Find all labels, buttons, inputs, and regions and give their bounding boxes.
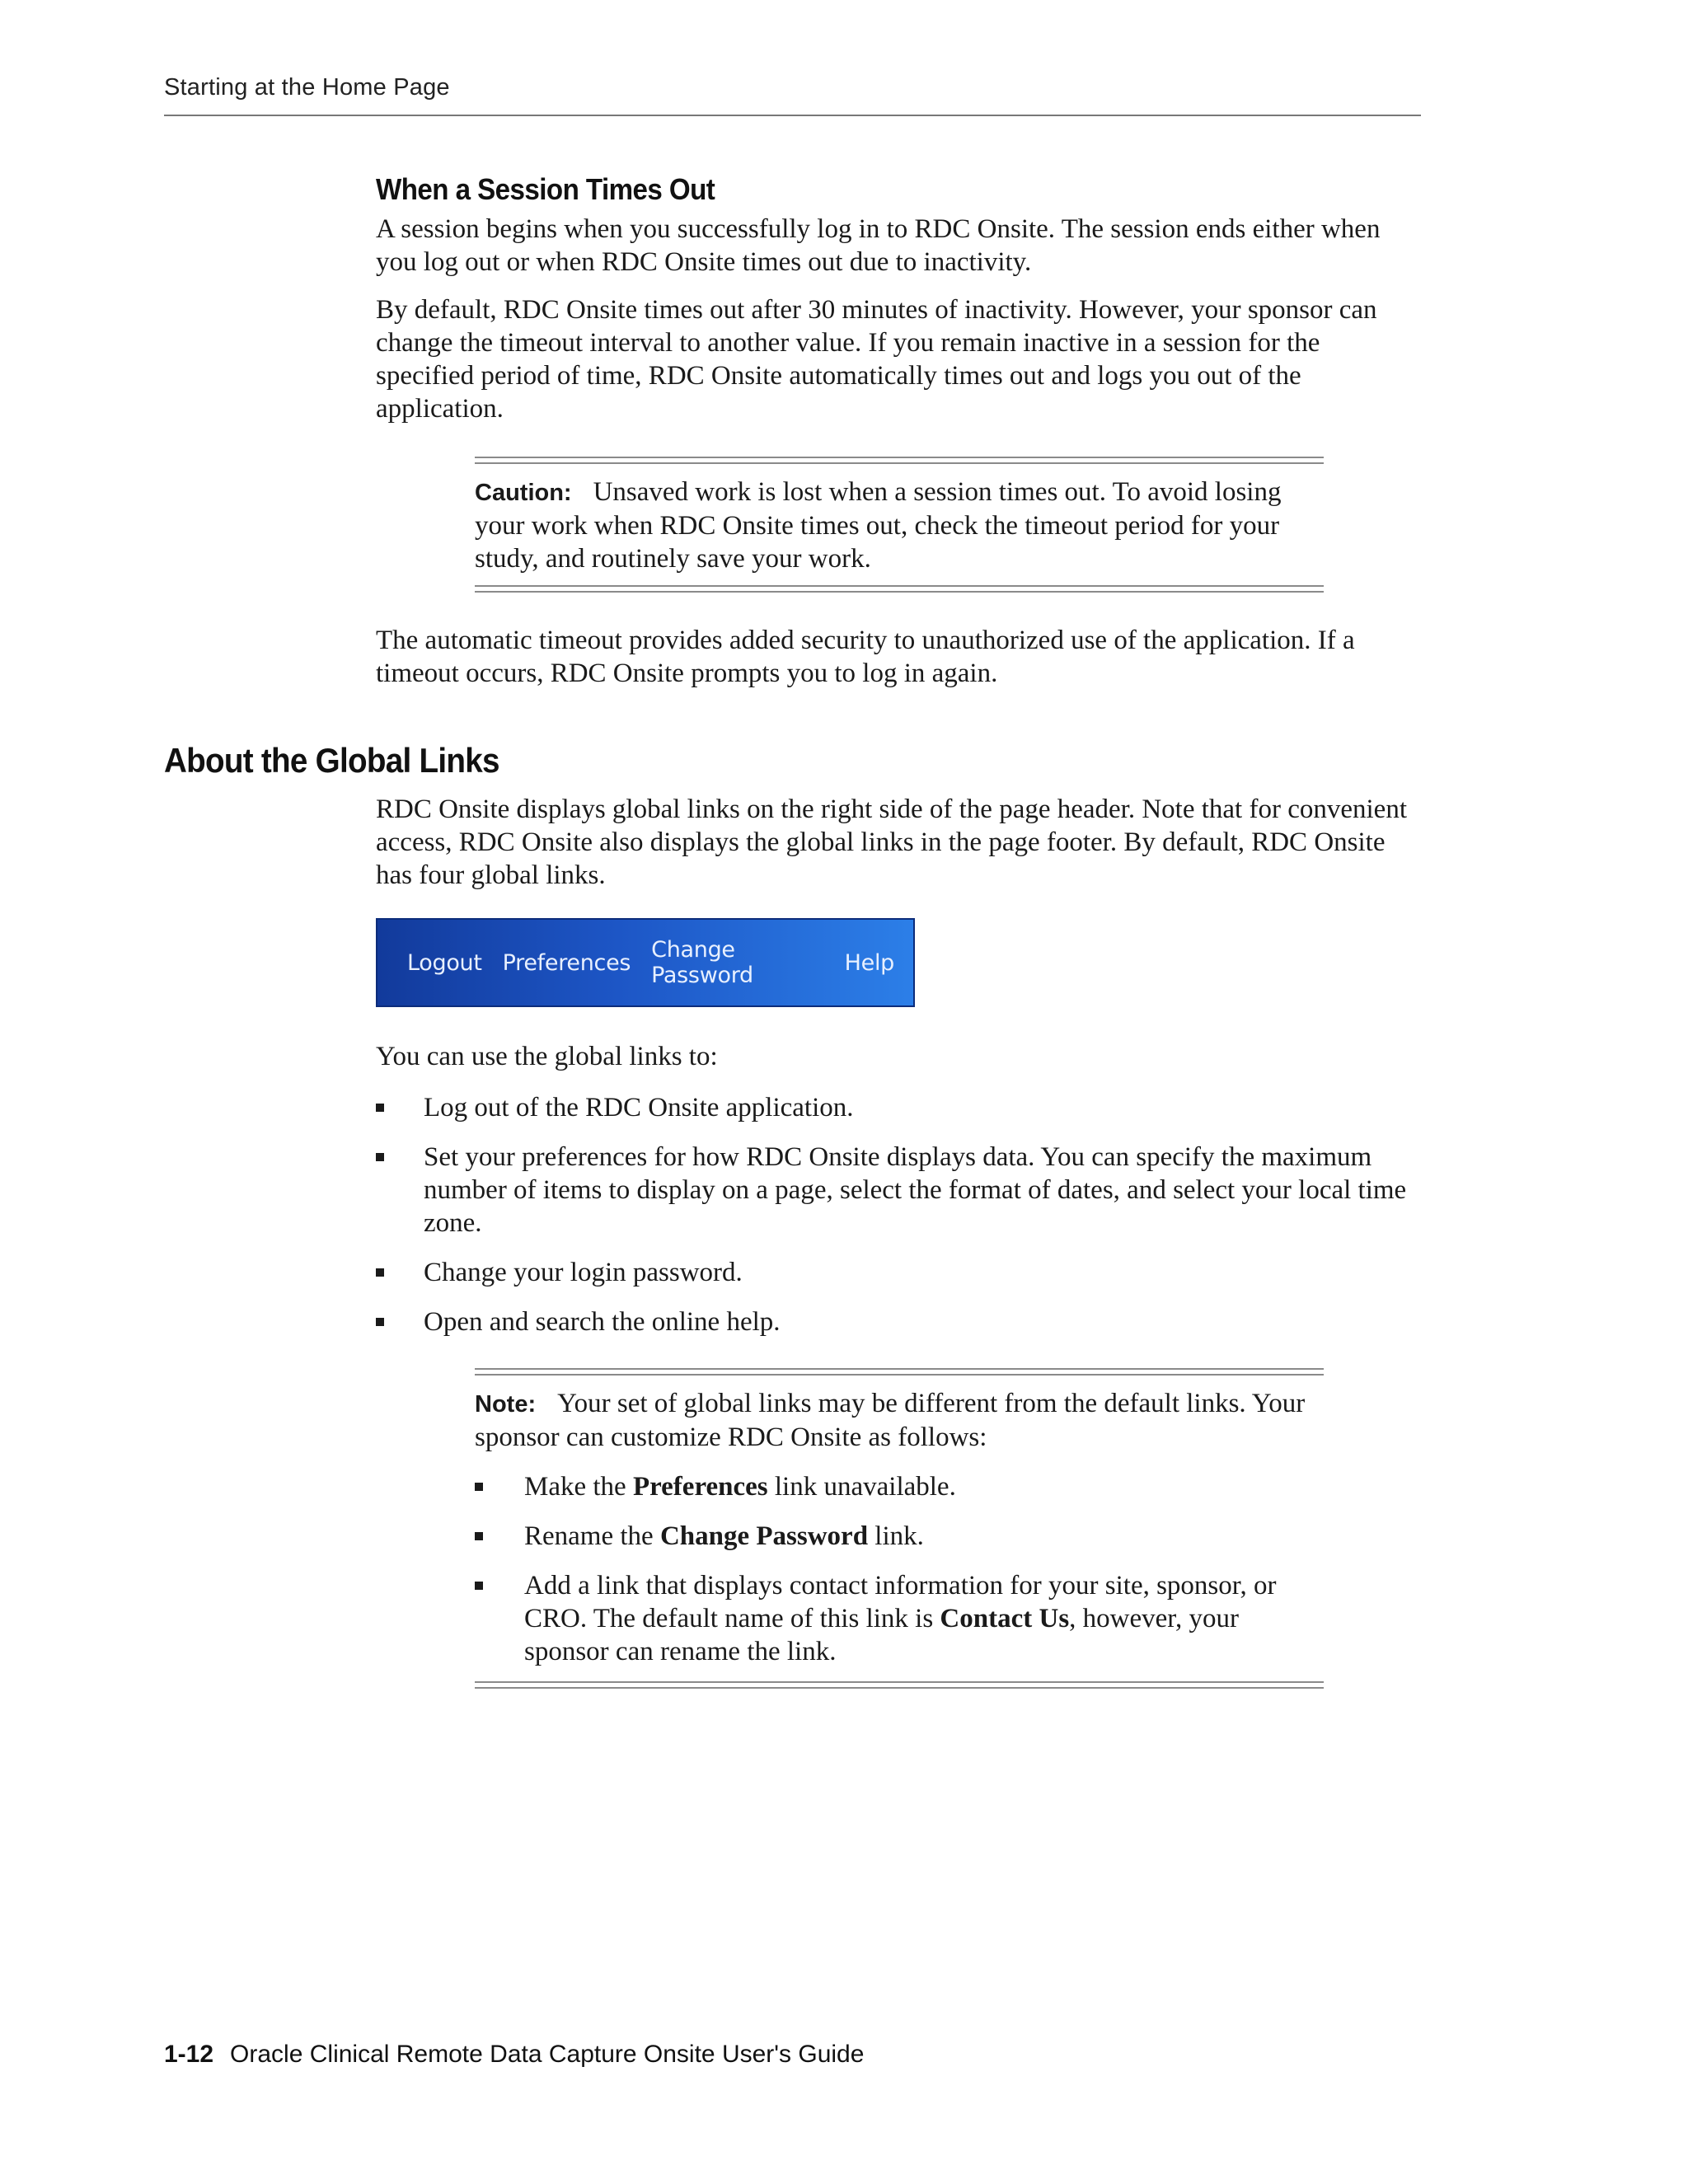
note-list-item (475, 1470, 1324, 1503)
list-item-text: Open and search the online help. (424, 1307, 781, 1337)
bullet-icon (475, 1483, 483, 1491)
help-link[interactable]: Help (844, 949, 894, 976)
note-item-term: Preferences (632, 1472, 768, 1502)
session-paragraph-2: By default, RDC Onsite times out after 30 minutes of inactivity. However, your sponsor can change the timeout interval to another value. If you remain inactive in a session for the specified period of time, RDC Onsite automatically times out and logs you out of the application. (376, 295, 1377, 424)
page-footer (164, 2041, 864, 2069)
change-password-link[interactable]: Change Password (651, 937, 753, 988)
caution-paragraph (475, 476, 1324, 575)
global-links-heading: About the Global Links (164, 741, 499, 780)
caution-label: Caution: (475, 480, 572, 506)
list-item-text: Set your preferences for how RDC Onsite displays data. You can specify the maximum number of items to display on a page, select the format of dates, and select your local time zone. (424, 1142, 1407, 1238)
page-number: 1-12 (164, 2041, 214, 2068)
bullet-icon (376, 1153, 384, 1161)
note-top-rule (475, 1368, 1324, 1376)
note-box (475, 1368, 1324, 1689)
running-header: Starting at the Home Page (164, 74, 450, 101)
note-text: Your set of global links may be different from the default links. Your sponsor can customize RDC Onsite as follows: (475, 1389, 1306, 1452)
session-heading: When a Session Times Out (376, 172, 715, 206)
bullet-icon (475, 1582, 483, 1590)
note-item-post: link unavailable. (767, 1472, 956, 1502)
global-links-bar-image (376, 918, 915, 1007)
note-label: Note: (475, 1391, 537, 1418)
list-item-text: Change your login password. (424, 1258, 743, 1287)
session-paragraph-3: The automatic timeout provides added security to unauthorized use of the application. If a timeout occurs, RDC Onsite prompts you to log in again. (376, 626, 1355, 688)
caution-text: Unsaved work is lost when a session times out. To avoid losing your work when RDC Onsite times out, check the timeout period for your study, and routinely save your work. (475, 477, 1282, 574)
global-links-paragraph: RDC Onsite displays global links on the right side of the page header. Note that for convenient access, RDC Onsite also displays the global links in the page footer. By default, RDC Onsite has four global links. (376, 794, 1407, 890)
bullet-icon (376, 1318, 384, 1326)
list-item (376, 1256, 1423, 1289)
note-item-pre: Rename the (524, 1521, 660, 1551)
caution-top-rule (475, 457, 1324, 464)
note-list (475, 1470, 1324, 1668)
note-list-item (475, 1520, 1324, 1553)
bullet-icon (475, 1532, 483, 1540)
note-item-post: link. (868, 1521, 924, 1551)
uses-list (376, 1091, 1423, 1338)
note-item-term: Contact Us (940, 1604, 1070, 1633)
session-paragraph-1: A session begins when you successfully log in to RDC Onsite. The session ends either when you log out or when RDC Onsite times out due to inactivity. (376, 214, 1381, 277)
global-links-section (376, 793, 1423, 1720)
note-list-item (475, 1569, 1324, 1668)
session-section (376, 171, 1423, 705)
note-item-term: Change Password (659, 1521, 869, 1551)
caution-bottom-rule (475, 585, 1324, 593)
uses-intro: You can use the global links to: (376, 1042, 718, 1071)
note-bottom-rule (475, 1681, 1324, 1689)
bullet-icon (376, 1268, 384, 1277)
bullet-icon (376, 1104, 384, 1112)
preferences-link[interactable]: Preferences (502, 949, 631, 976)
note-item-pre: Make the (524, 1472, 633, 1502)
note-item-post: , however, your sponsor can rename the link. (524, 1604, 1239, 1666)
note-item-pre: Add a link that displays contact information for your site, sponsor, or CRO. The default name of this link is (524, 1571, 1277, 1633)
list-item (376, 1305, 1423, 1338)
book-title: Oracle Clinical Remote Data Capture Onsite User's Guide (230, 2041, 865, 2068)
header-rule (164, 115, 1421, 116)
note-paragraph (475, 1387, 1324, 1454)
logout-link[interactable]: Logout (407, 949, 482, 976)
list-item (376, 1141, 1423, 1240)
caution-box (475, 457, 1324, 593)
list-item (376, 1091, 1423, 1124)
list-item-text: Log out of the RDC Onsite application. (424, 1093, 854, 1122)
